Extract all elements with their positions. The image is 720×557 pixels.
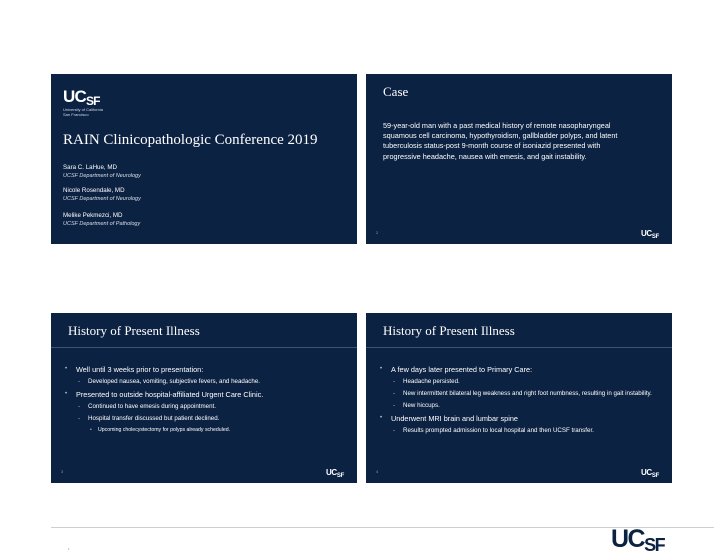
logo-sf: SF (85, 94, 100, 108)
bullet-list (378, 365, 663, 439)
slide-case (366, 74, 672, 244)
ucsf-logo: $UC_{SF}$ (640, 468, 659, 479)
author-rosendale (63, 187, 141, 203)
slide-title: Case (383, 84, 409, 99)
slide-number: 4 (376, 469, 379, 474)
slide-number: 3 (61, 469, 64, 474)
logo-university-line: University of California (63, 107, 104, 112)
slide-title: History of Present Illness (383, 323, 515, 338)
ucsf-logo: $UC_{SF}$ (325, 468, 344, 479)
sub-bullet-item: - Developed nausea, vomiting, subjective fevers, and headache. (63, 378, 348, 386)
slide-hpi-1 (51, 313, 357, 483)
ucsf-logo (63, 88, 103, 117)
author-pekmezci (63, 212, 140, 228)
conference-title: RAIN Clinicopathologic Conference 2019 (63, 132, 318, 148)
author-dept: UCSF Department of Neurology (63, 173, 141, 179)
slide-title-page (51, 74, 357, 244)
sub-bullet-item: - Headache persisted. (378, 378, 663, 386)
title-divider (51, 347, 357, 348)
case-description: 59-year-old man with a past medical history of remote nasopharyngeal squamous cell carcinoma, hypothyroidism, gallbladder polyps, and latent tuberculosis status-post 9-month course of isoniazid presented with progressive headache, nausea with emesis, and gait instability. (383, 121, 618, 161)
author-lahue (63, 164, 141, 180)
sub-bullet-item: - New hiccups. (378, 402, 663, 410)
bullet-item: • Presented to outside hospital-affiliated Urgent Care Clinic. (63, 390, 348, 399)
sub-sub-bullet-item: • Upcoming cholecystectomy for polyps already scheduled. (63, 427, 348, 434)
logo-uc: UC (63, 87, 86, 106)
logo-city-line: San Francisco (63, 112, 89, 117)
author-dept: UCSF Department of Pathology (63, 221, 141, 227)
bullet-item: • Well until 3 weeks prior to presentation: (63, 365, 348, 374)
author-dept: UCSF Department of Neurology (63, 196, 141, 202)
author-name: Melike Pekmezci, MD (63, 212, 123, 219)
ucsf-logo: $UC_{SF}$ (640, 229, 659, 240)
bullet-item: • A few days later presented to Primary Care: (378, 365, 663, 374)
author-name: Sara C. LaHue, MD (63, 164, 117, 171)
sub-bullet-item: - New intermittent bilateral leg weakness and right foot numbness, resulting in gait instability. (378, 390, 663, 398)
bullet-item: • Underwent MRI brain and lumbar spine (378, 414, 663, 423)
ucsf-footer-logo: UCSF (611, 525, 665, 555)
author-name: Nicole Rosendale, MD (63, 187, 125, 194)
bullet-list (63, 365, 348, 438)
sub-bullet-item: - Continued to have emesis during appointment. (63, 403, 348, 411)
sub-bullet-item: - Results prompted admission to local hospital and then UCSF transfer. (378, 427, 663, 435)
title-divider (366, 347, 672, 348)
page-number: 1 (68, 547, 70, 551)
sub-bullet-item: - Hospital transfer discussed but patient declined. (63, 415, 348, 423)
slide-title: History of Present Illness (68, 323, 200, 338)
slide-hpi-2 (366, 313, 672, 483)
slide-number: 2 (376, 230, 379, 235)
